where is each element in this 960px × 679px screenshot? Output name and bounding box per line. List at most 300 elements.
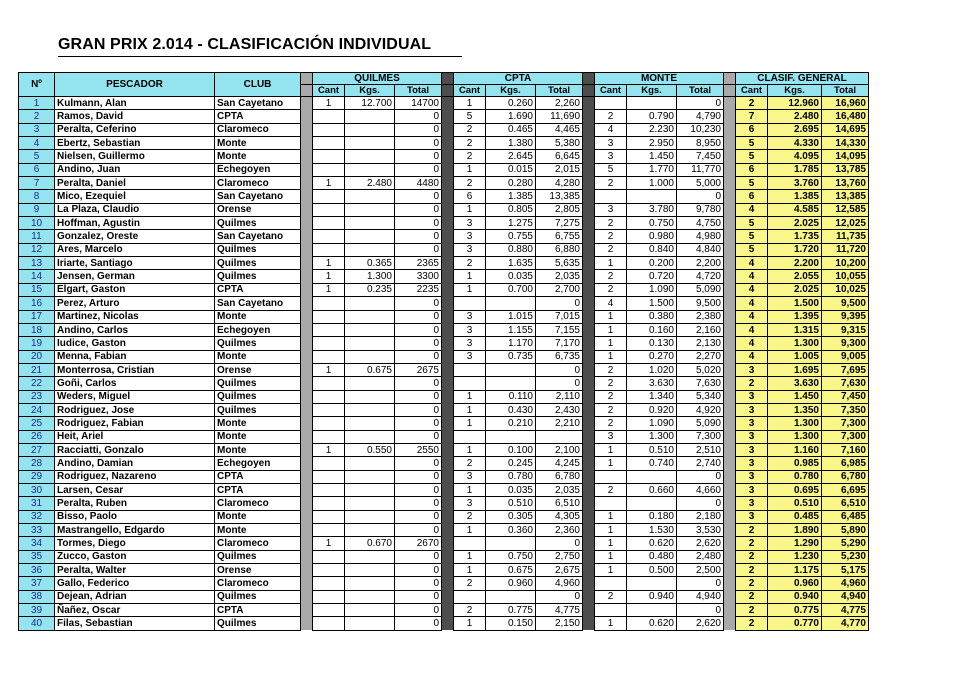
cell-cant: 3: [736, 363, 768, 376]
cell-cant: 1: [595, 617, 627, 630]
table-row: [19, 97, 869, 110]
cell-total: 4,940: [677, 590, 724, 603]
separator: [583, 297, 595, 310]
cell-kgs: 3.780: [627, 203, 677, 216]
cell-cant: 3: [736, 497, 768, 510]
cell-total: 9,500: [677, 297, 724, 310]
separator: [583, 73, 595, 85]
cell-total: 2,100: [536, 443, 583, 456]
table-row: [19, 177, 869, 190]
cell-cant: [313, 190, 345, 203]
club-name: CPTA: [215, 110, 301, 123]
separator: [724, 363, 736, 376]
club-name: Quilmes: [215, 243, 301, 256]
cell-kgs: 0.200: [627, 257, 677, 270]
cell-total: 6,485: [822, 510, 869, 523]
cell-kgs: 3.630: [627, 377, 677, 390]
cell-kgs: [345, 323, 395, 336]
row-number: 13: [19, 257, 55, 270]
row-number: 27: [19, 443, 55, 456]
separator: [301, 550, 313, 563]
separator: [724, 85, 736, 97]
cell-cant: 2: [595, 417, 627, 430]
cell-cant: 4: [595, 123, 627, 136]
cell-cant: 4: [736, 283, 768, 296]
cell-kgs: [345, 230, 395, 243]
row-number: 39: [19, 604, 55, 617]
cell-cant: 1: [454, 550, 486, 563]
cell-cant: [454, 537, 486, 550]
cell-cant: 2: [454, 257, 486, 270]
cell-cant: [595, 604, 627, 617]
cell-kgs: 0.675: [345, 363, 395, 376]
cell-kgs: 2.025: [768, 283, 822, 296]
pescador-name: Ebertz, Sebastian: [55, 137, 215, 150]
cell-cant: [313, 217, 345, 230]
cell-kgs: 0.790: [627, 110, 677, 123]
cell-total: 5,635: [536, 257, 583, 270]
cell-total: 2,675: [536, 564, 583, 577]
club-name: San Cayetano: [215, 230, 301, 243]
table-row: [19, 524, 869, 537]
separator: [442, 283, 454, 296]
cell-cant: 1: [454, 417, 486, 430]
cell-cant: 1: [454, 443, 486, 456]
cell-cant: 4: [595, 297, 627, 310]
cell-cant: 2: [595, 270, 627, 283]
cell-kgs: [627, 190, 677, 203]
cell-kgs: 2.055: [768, 270, 822, 283]
cell-total: 9,005: [822, 350, 869, 363]
club-name: Echegoyen: [215, 457, 301, 470]
pescador-name: Menna, Fabian: [55, 350, 215, 363]
row-number: 2: [19, 110, 55, 123]
cell-cant: 2: [454, 177, 486, 190]
separator: [301, 497, 313, 510]
separator: [724, 217, 736, 230]
separator: [442, 604, 454, 617]
cell-kgs: 0.775: [768, 604, 822, 617]
club-name: Claromeco: [215, 497, 301, 510]
cell-kgs: 0.770: [768, 617, 822, 630]
cell-total: 2,260: [536, 97, 583, 110]
cell-kgs: 1.300: [768, 417, 822, 430]
cell-cant: 3: [736, 470, 768, 483]
cell-total: 0: [677, 604, 724, 617]
cell-kgs: 1.005: [768, 350, 822, 363]
cell-total: 7,300: [822, 430, 869, 443]
cell-kgs: 0.940: [627, 590, 677, 603]
cell-kgs: 1.450: [768, 390, 822, 403]
cell-cant: 2: [736, 537, 768, 550]
cell-total: 4,790: [677, 110, 724, 123]
cell-cant: 6: [736, 123, 768, 136]
cell-kgs: 2.950: [627, 137, 677, 150]
club-name: Claromeco: [215, 123, 301, 136]
cell-kgs: 2.480: [768, 110, 822, 123]
pescador-name: Iudice, Gaston: [55, 337, 215, 350]
cell-total: 9,315: [822, 323, 869, 336]
cell-total: 14,330: [822, 137, 869, 150]
separator: [724, 417, 736, 430]
cell-kgs: [345, 110, 395, 123]
cell-kgs: 2.695: [768, 123, 822, 136]
separator: [442, 150, 454, 163]
row-number: 40: [19, 617, 55, 630]
table-row: [19, 283, 869, 296]
separator: [583, 243, 595, 256]
cell-total: 13,385: [822, 190, 869, 203]
cell-cant: [313, 604, 345, 617]
cell-kgs: 0.150: [486, 617, 536, 630]
pescador-name: Kulmann, Alan: [55, 97, 215, 110]
cell-total: 4,245: [536, 457, 583, 470]
cell-cant: [313, 430, 345, 443]
cell-kgs: [345, 150, 395, 163]
cell-cant: [313, 617, 345, 630]
separator: [301, 123, 313, 136]
cell-total: 2,430: [536, 403, 583, 416]
table-row: [19, 150, 869, 163]
separator: [301, 537, 313, 550]
cell-kgs: 0.130: [627, 337, 677, 350]
cell-kgs: [486, 590, 536, 603]
pescador-name: Peralta, Ruben: [55, 497, 215, 510]
separator: [583, 150, 595, 163]
cell-kgs: [486, 377, 536, 390]
pescador-name: Gallo, Federico: [55, 577, 215, 590]
cell-cant: 5: [595, 163, 627, 176]
header-monte: MONTE: [595, 73, 724, 85]
cell-kgs: 1.500: [627, 297, 677, 310]
cell-cant: 5: [454, 110, 486, 123]
separator: [724, 617, 736, 630]
cell-kgs: 1.770: [627, 163, 677, 176]
pescador-name: Rodriguez, Nazareno: [55, 470, 215, 483]
cell-kgs: [345, 310, 395, 323]
cell-total: 0: [395, 550, 442, 563]
separator: [442, 297, 454, 310]
table-row: [19, 470, 869, 483]
cell-total: 2,750: [536, 550, 583, 563]
cell-cant: [313, 470, 345, 483]
pescador-name: Jensen, German: [55, 270, 215, 283]
separator: [724, 604, 736, 617]
cell-total: 6,645: [536, 150, 583, 163]
subheader-monte-kgs: Kgs.: [627, 85, 677, 97]
club-name: Quilmes: [215, 217, 301, 230]
cell-total: 0: [395, 604, 442, 617]
cell-cant: 3: [454, 350, 486, 363]
cell-kgs: [486, 430, 536, 443]
cell-cant: 2: [736, 604, 768, 617]
pescador-name: Zucco, Gaston: [55, 550, 215, 563]
cell-kgs: 0.100: [486, 443, 536, 456]
club-name: CPTA: [215, 283, 301, 296]
separator: [724, 257, 736, 270]
cell-kgs: 0.110: [486, 390, 536, 403]
cell-kgs: 0.160: [627, 323, 677, 336]
separator: [724, 230, 736, 243]
cell-total: 7,350: [822, 403, 869, 416]
pescador-name: Elgart, Gaston: [55, 283, 215, 296]
cell-total: 6,880: [536, 243, 583, 256]
club-name: Quilmes: [215, 550, 301, 563]
separator: [583, 323, 595, 336]
row-number: 19: [19, 337, 55, 350]
separator: [583, 350, 595, 363]
row-number: 23: [19, 390, 55, 403]
cell-kgs: 0.035: [486, 270, 536, 283]
cell-kgs: 0.755: [486, 230, 536, 243]
cell-cant: [595, 97, 627, 110]
separator: [442, 577, 454, 590]
cell-total: 11,770: [677, 163, 724, 176]
table-row: [19, 497, 869, 510]
subheader-quilmes-kgs: Kgs.: [345, 85, 395, 97]
cell-cant: 3: [595, 137, 627, 150]
separator: [301, 443, 313, 456]
separator: [583, 417, 595, 430]
separator: [442, 430, 454, 443]
separator: [724, 177, 736, 190]
separator: [724, 564, 736, 577]
cell-cant: [313, 457, 345, 470]
separator: [301, 403, 313, 416]
cell-total: 4,840: [677, 243, 724, 256]
cell-total: 0: [395, 323, 442, 336]
cell-kgs: [345, 123, 395, 136]
cell-total: 10,230: [677, 123, 724, 136]
pescador-name: Nielsen, Guillermo: [55, 150, 215, 163]
cell-total: 4,750: [677, 217, 724, 230]
separator: [583, 337, 595, 350]
club-name: Quilmes: [215, 377, 301, 390]
pescador-name: Peralta, Daniel: [55, 177, 215, 190]
separator: [301, 350, 313, 363]
cell-total: 0: [395, 617, 442, 630]
separator: [583, 137, 595, 150]
cell-cant: 1: [595, 337, 627, 350]
row-number: 21: [19, 363, 55, 376]
cell-kgs: 1.170: [486, 337, 536, 350]
cell-total: 2,035: [536, 270, 583, 283]
separator: [442, 85, 454, 97]
cell-kgs: 1.155: [486, 323, 536, 336]
row-number: 31: [19, 497, 55, 510]
separator: [301, 283, 313, 296]
cell-total: 0: [395, 564, 442, 577]
cell-total: 7,450: [822, 390, 869, 403]
header-num: Nº: [19, 73, 55, 97]
separator: [442, 497, 454, 510]
row-number: 5: [19, 150, 55, 163]
cell-cant: 1: [313, 257, 345, 270]
pescador-name: Mastrangello, Edgardo: [55, 524, 215, 537]
cell-cant: 1: [595, 524, 627, 537]
cell-total: 2,700: [536, 283, 583, 296]
cell-kgs: [345, 457, 395, 470]
pescador-name: Weders, Miguel: [55, 390, 215, 403]
cell-kgs: [345, 564, 395, 577]
cell-kgs: 1.175: [768, 564, 822, 577]
cell-total: 3,530: [677, 524, 724, 537]
separator: [301, 417, 313, 430]
cell-cant: 2: [595, 590, 627, 603]
cell-total: 0: [677, 577, 724, 590]
cell-cant: 1: [313, 363, 345, 376]
separator: [442, 243, 454, 256]
page-title: GRAN PRIX 2.014 - CLASIFICACIÓN INDIVIDUAL: [58, 36, 432, 53]
cell-total: 0: [395, 524, 442, 537]
separator: [301, 85, 313, 97]
cell-total: 16,480: [822, 110, 869, 123]
cell-kgs: 0.780: [768, 470, 822, 483]
club-name: Quilmes: [215, 403, 301, 416]
subheader-monte-cant: Cant: [595, 85, 627, 97]
cell-total: 5,230: [822, 550, 869, 563]
cell-kgs: 1.230: [768, 550, 822, 563]
separator: [583, 604, 595, 617]
cell-cant: 3: [736, 417, 768, 430]
cell-cant: 5: [736, 177, 768, 190]
cell-cant: 3: [595, 150, 627, 163]
cell-kgs: 0.360: [486, 524, 536, 537]
separator: [442, 190, 454, 203]
cell-kgs: [345, 417, 395, 430]
cell-cant: 2: [595, 377, 627, 390]
cell-cant: 1: [454, 283, 486, 296]
cell-kgs: 0.510: [768, 497, 822, 510]
cell-kgs: 0.750: [486, 550, 536, 563]
cell-cant: 4: [736, 257, 768, 270]
separator: [583, 97, 595, 110]
separator: [301, 137, 313, 150]
cell-kgs: 0.485: [768, 510, 822, 523]
subheader-cpta-cant: Cant: [454, 85, 486, 97]
row-number: 26: [19, 430, 55, 443]
cell-kgs: 1.300: [768, 430, 822, 443]
club-name: Orense: [215, 203, 301, 216]
cell-cant: [313, 310, 345, 323]
cell-total: 0: [395, 123, 442, 136]
separator: [442, 483, 454, 496]
club-name: Monte: [215, 430, 301, 443]
club-name: Orense: [215, 564, 301, 577]
separator: [583, 257, 595, 270]
cell-kgs: 1.020: [627, 363, 677, 376]
cell-total: 2,160: [677, 323, 724, 336]
cell-cant: [313, 150, 345, 163]
separator: [583, 457, 595, 470]
cell-cant: 1: [313, 270, 345, 283]
cell-total: 14700: [395, 97, 442, 110]
cell-total: 0: [536, 363, 583, 376]
cell-kgs: 1.720: [768, 243, 822, 256]
cell-total: 9,300: [822, 337, 869, 350]
pescador-name: Racciatti, Gonzalo: [55, 443, 215, 456]
separator: [301, 73, 313, 85]
cell-kgs: 1.090: [627, 283, 677, 296]
cell-cant: 2: [736, 97, 768, 110]
cell-total: 0: [395, 390, 442, 403]
separator: [724, 550, 736, 563]
row-number: 30: [19, 483, 55, 496]
cell-total: 0: [395, 137, 442, 150]
cell-kgs: 0.985: [768, 457, 822, 470]
cell-kgs: [345, 617, 395, 630]
row-number: 10: [19, 217, 55, 230]
cell-cant: [313, 110, 345, 123]
cell-kgs: 0.960: [486, 577, 536, 590]
club-name: CPTA: [215, 604, 301, 617]
separator: [442, 417, 454, 430]
cell-kgs: 1.385: [768, 190, 822, 203]
separator: [301, 243, 313, 256]
cell-cant: 5: [736, 137, 768, 150]
cell-kgs: 2.025: [768, 217, 822, 230]
separator: [301, 390, 313, 403]
separator: [583, 550, 595, 563]
cell-total: 11,690: [536, 110, 583, 123]
cell-cant: 2: [595, 403, 627, 416]
cell-cant: 6: [736, 190, 768, 203]
separator: [724, 470, 736, 483]
cell-total: 0: [677, 97, 724, 110]
table-row: [19, 363, 869, 376]
cell-total: 0: [395, 350, 442, 363]
table-row: [19, 457, 869, 470]
cell-cant: 1: [454, 617, 486, 630]
separator: [724, 590, 736, 603]
cell-total: 12,025: [822, 217, 869, 230]
cell-cant: [313, 243, 345, 256]
cell-kgs: 0.305: [486, 510, 536, 523]
cell-kgs: [627, 577, 677, 590]
cell-total: 2,805: [536, 203, 583, 216]
cell-kgs: 1.340: [627, 390, 677, 403]
cell-kgs: 1.395: [768, 310, 822, 323]
cell-kgs: 2.200: [768, 257, 822, 270]
separator: [442, 457, 454, 470]
row-number: 6: [19, 163, 55, 176]
separator: [442, 203, 454, 216]
separator: [442, 177, 454, 190]
separator: [583, 230, 595, 243]
cell-cant: [313, 377, 345, 390]
separator: [301, 310, 313, 323]
pescador-name: Ñañez, Oscar: [55, 604, 215, 617]
cell-total: 16,960: [822, 97, 869, 110]
cell-total: 5,090: [677, 417, 724, 430]
table-row: [19, 403, 869, 416]
cell-cant: 3: [736, 510, 768, 523]
cell-cant: 2: [736, 550, 768, 563]
cell-cant: 1: [454, 524, 486, 537]
cell-cant: 4: [736, 323, 768, 336]
row-number: 20: [19, 350, 55, 363]
cell-cant: 1: [595, 550, 627, 563]
cell-kgs: 1.450: [627, 150, 677, 163]
pescador-name: Rodriguez, Jose: [55, 403, 215, 416]
separator: [442, 97, 454, 110]
cell-cant: 2: [595, 177, 627, 190]
cell-cant: [313, 483, 345, 496]
classification-table: [18, 72, 869, 631]
separator: [724, 190, 736, 203]
cell-total: 0: [395, 497, 442, 510]
cell-total: 13,760: [822, 177, 869, 190]
